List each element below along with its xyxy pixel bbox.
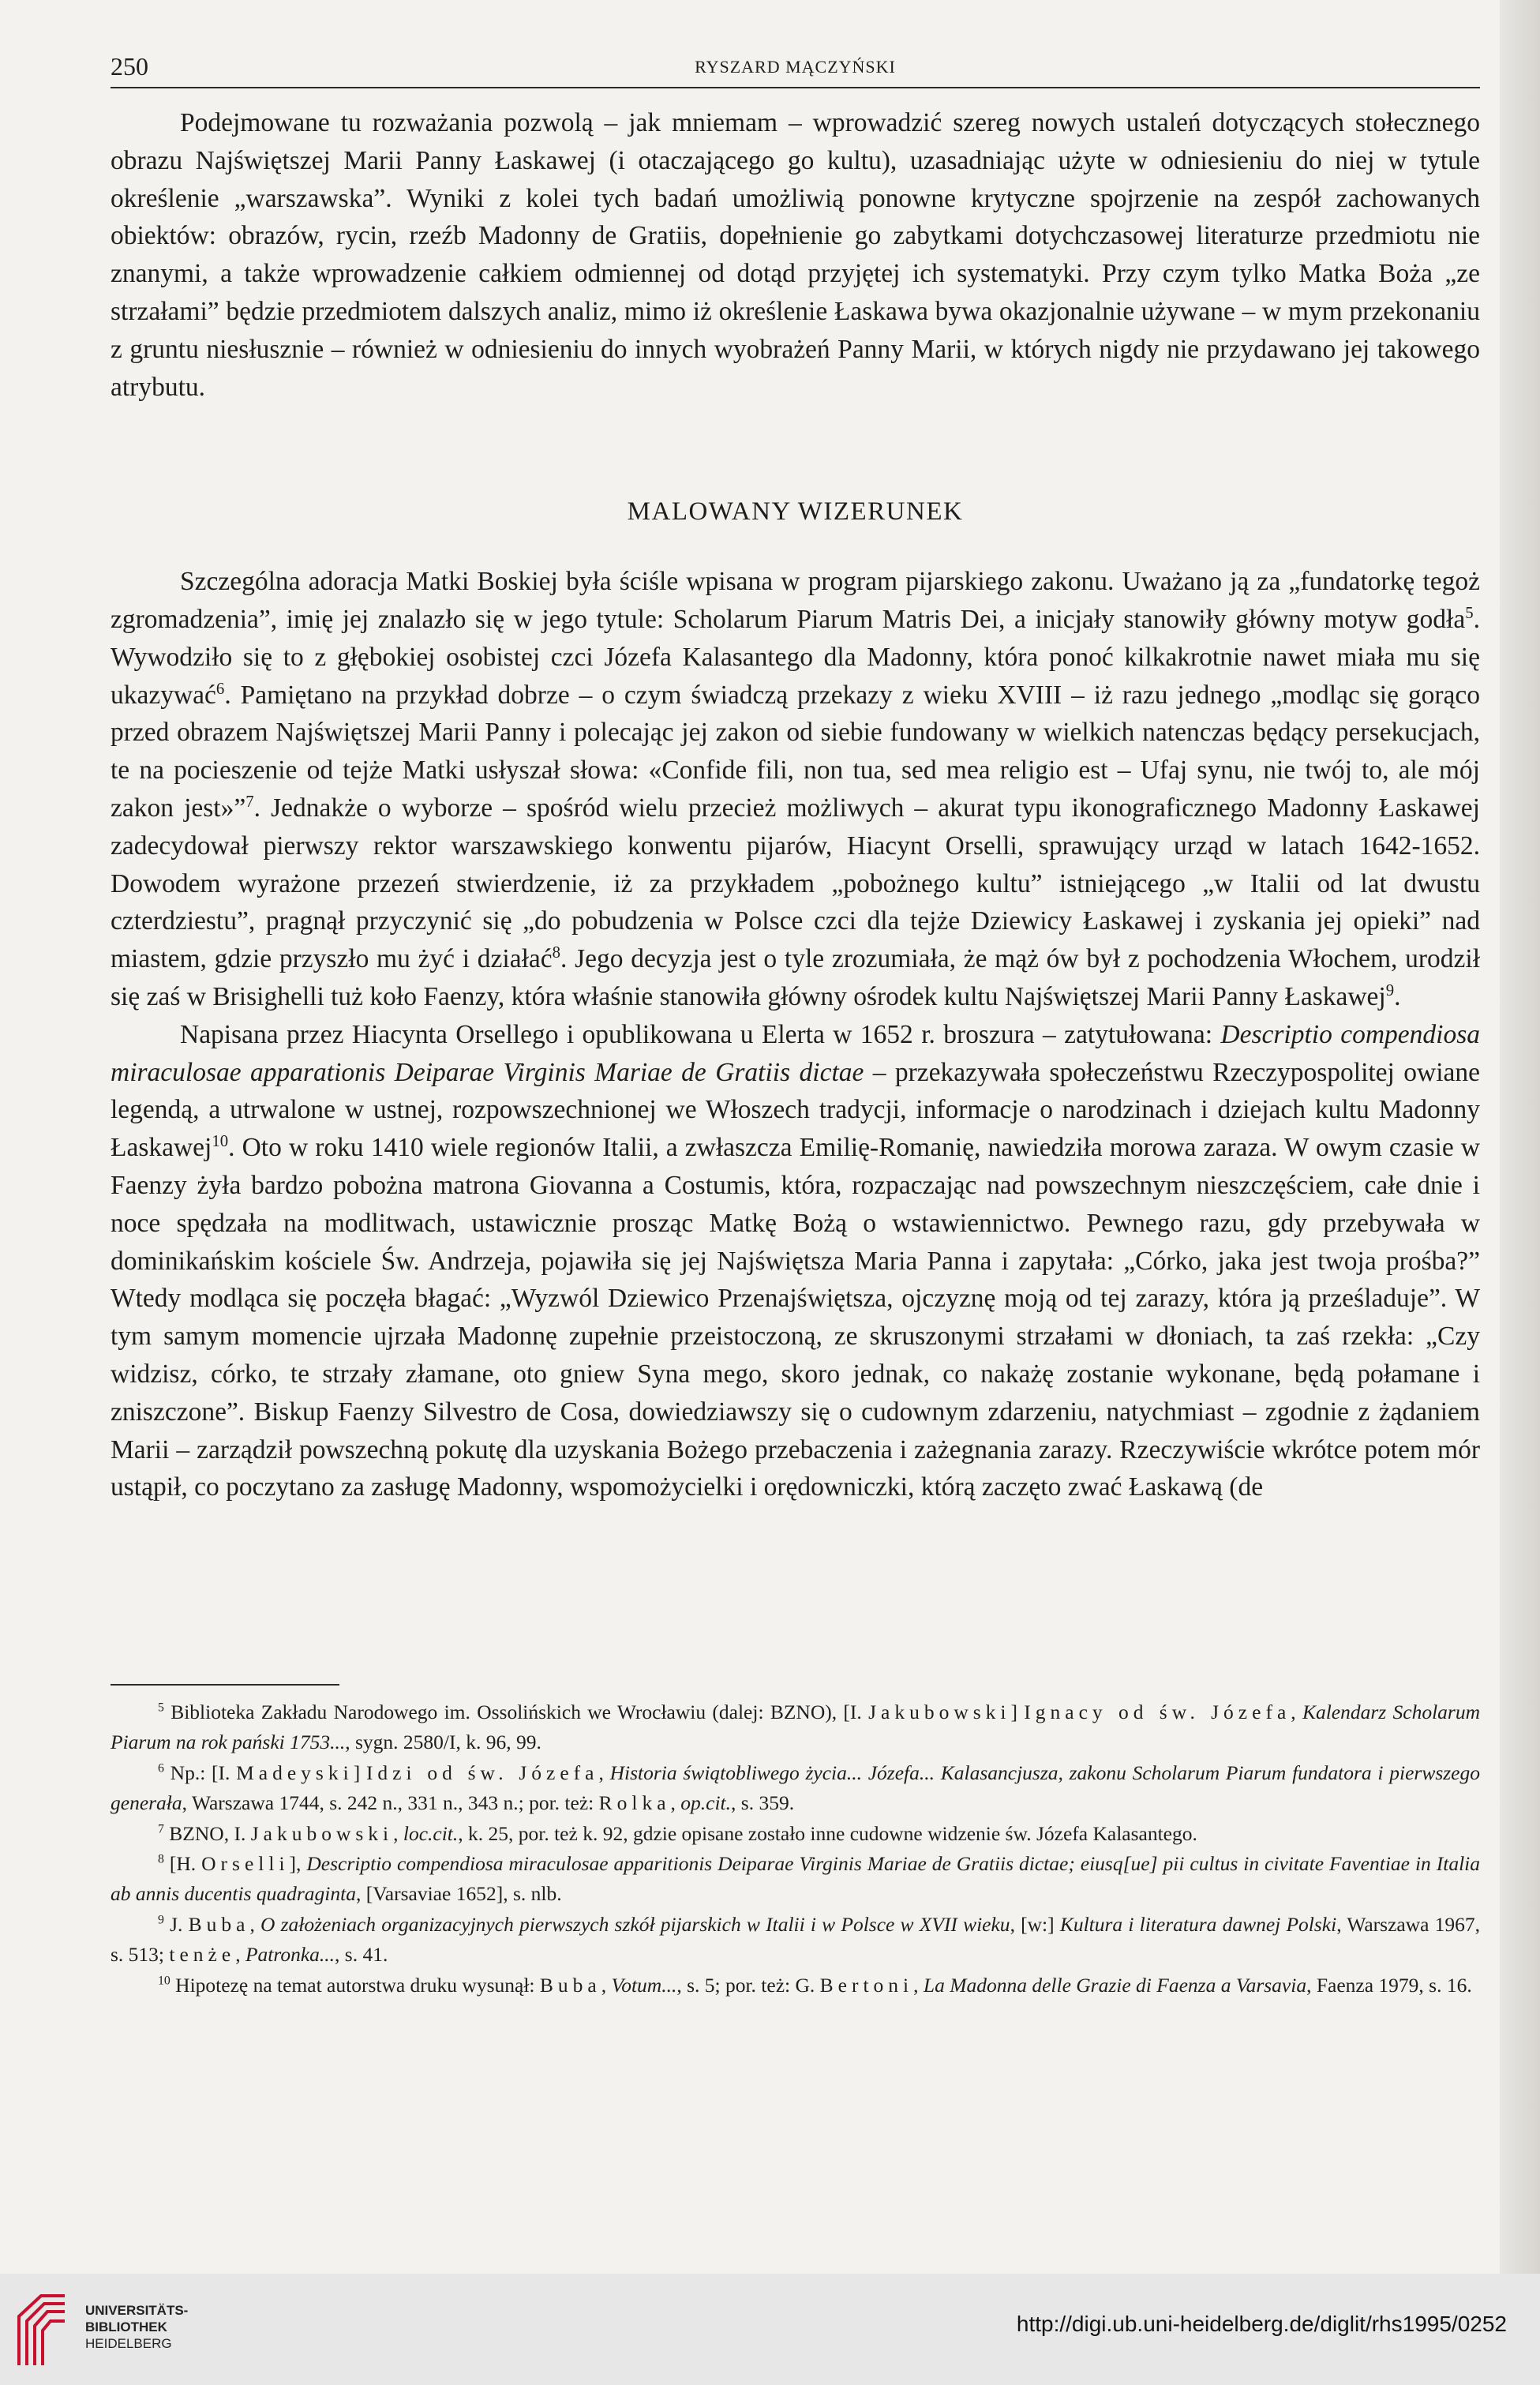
- page-number: 250: [111, 52, 148, 81]
- permalink-url[interactable]: http://digi.ub.uni-heidelberg.de/diglit/rhs1995/0252: [1016, 2312, 1507, 2336]
- running-head: RYSZARD MĄCZYŃSKI: [695, 57, 896, 77]
- page-edge-shadow: [1500, 0, 1540, 2274]
- footnote-10: $^{10}$ Hipotezę na temat autorstwa druku wysunął: Buba, Votum..., s. 5; por. też: G. Bertoni, La Madonna delle Grazie di Faenza a Varsavia, Faenza 1979, s. 16.: [158, 1973, 1472, 1997]
- footnote-5: $^5$ Biblioteka Zakładu Narodowego im. Ossolińskich we Wrocławiu (dalej: BZNO), [I. Jakubowski] Ignacy od św. Józefa, Kalendarz Scholarum Piarum na rok pański 1753..., sygn. 2580/I, k. 96, 99.: [111, 1701, 1481, 1754]
- footnote-7: $^7$ BZNO, I. Jakubowski, loc.cit., k. 25, por. też k. 92, gdzie opisane zostało inne cudowne widzenie św. Józefa Kalasantego.: [158, 1821, 1197, 1845]
- paragraph-1: Szczególna adoracja Matki Boskiej była ściśle wpisana w program pijarskiego zakonu. Uważano ją za „fundatorkę tegoż zgromadzenia”, imię jej znalazło się w jego tytule: Scholarum Piarum Matris Dei, a inicjały stanowiły główny motyw godła$^5$. Wywodziło się to z głębokiej osobistej czci Józefa Kalasantego dla Madonny, która ponoć kilkakrotnie nawet miała mu się ukazywać$^6$. Pamiętano na przykład dobrze – o czym świadczą przekazy z wieku XVIII – iż razu jednego „modląc się gorąco przed obrazem Najświętszej Marii Panny i polecając jej zakon od siebie fundowany w wielkich natenczas będący persekucjach, te na pocieszenie od tejże Matki usłyszał słowa: «Confide fili, non tua, sed mea religio est – Ufaj synu, nie twój to, ale mój zakon jest»”$^7$. Jednakże o wyborze – spośród wielu przecież możliwych – akurat typu ikonograficznego Madonny Łaskawej zadecydował pierwszy rektor warszawskiego konwentu pijarów, Hiacynt Orselli, sprawujący urząd w latach 1642-1652. Dowodem wyrażone przezeń stwierdzenie, iż za przykładem „pobożnego kultu” istniejącego „w Italii od lat dwustu czterdziestu”, pragnął przyczynić się „do pobudzenia w Polsce czci dla tejże Dziewicy Łaskawej i zyskania jej opieki” nad miastem, gdzie przyszło mu żyć i działać$^8$. Jego decyzja jest o tyle zrozumiała, że mąż ów był z pochodzenia Włochem, urodził się zaś w Brisighelli tuż koło Faenzy, która właśnie stanowiła główny ośrodek kultu Najświętszej Marii Panny Łaskawej$^9$.: [111, 567, 1481, 1011]
- library-name: UNIVERSITÄTS- BIBLIOTHEK HEIDELBERG: [85, 2303, 189, 2351]
- footnote-9: $^9$ J. Buba, O założeniach organizacyjnych pierwszych szkół pijarskich w Italii i w Polsce w XVII wieku, [w:] Kultura i literatura dawnej Polski, Warszawa 1967, s. 513; tenże, Patronka..., s. 41.: [111, 1912, 1481, 1967]
- page-header: [111, 52, 1480, 88]
- paragraph-2: Napisana przez Hiacynta Orsellego i opublikowana u Elerta w 1652 r. broszura – zatytułowana: Descriptio compendiosa miraculosae apparationis Deiparae Virginis Mariae de Gratiis dictae – przekazywała społeczeństwu Rzeczypospolitej owiane legendą, a utrwalone w ustnej, rozpowszechnionej we Włoszech tradycji, informacje o narodzinach i dziejach kultu Madonny Łaskawej$^{10}$. Oto w roku 1410 wiele regionów Italii, a zwłaszcza Emilię-Romanię, nawiedziła morowa zaraza. W owym czasie w Faenzy żyła bardzo pobożna matrona Giovanna a Costumis, która, rozpaczając nad powszechnym nieszczęściem, całe dnie i noce spędzała na modlitwach, ustawicznie prosząc Matkę Bożą o wstawiennictwo. Pewnego razu, gdy przebywała w dominikańskim kościele Św. Andrzeja, pojawiła się jej Najświętsza Maria Panna i zapytała: „Córko, jaka jest twoja prośba?” Wtedy modląca się poczęła błagać: „Wyzwól Dziewico Przenajświętsza, ojczyznę moją od tej zarazy, która ją prześladuje”. W tym samym momencie ujrzała Madonnę zupełnie przeistoczoną, ze skruszonymi strzałami w dłoniach, ta zaś rzekła: „Czy widzisz, córko, te strzały złamane, oto gniew Syna mego, skoro jednak, co nakażę zostanie wykonane, będą połamane i zniszczone”. Biskup Faenzy Silvestro de Cosa, dowiedziawszy się o cudownym zdarzeniu, natychmiast – zgodnie z żądaniem Marii – zarządził powszechną pokutę dla uzyskania Bożego przebaczenia i zażegnania zarazy. Rzeczywiście wkrótce potem mór ustąpił, co poczytano za zasługę Madonny, wspomożycielki i orędowniczki, którą zaczęto zwać Łaskawą (de: [111, 1019, 1480, 1502]
- footnote-ref-10: 10: [212, 1131, 229, 1150]
- book-title: Descriptio compendiosa miraculosae apparationis Deiparae Virginis Mariae de Gratiis dictae: [111, 1019, 1480, 1087]
- intro-paragraph: Podejmowane tu rozważania pozwolą – jak mniemam – wprowadzić szereg nowych ustaleń dotyczących stołecznego obrazu Najświętszej Marii Panny Łaskawej (i otaczającego go kultu), uzasadniając użyte w odniesieniu do niej w tytule określenie „warszawska”. Wyniki z kolei tych badań umożliwią ponowne krytyczne spojrzenie na zespół zachowanych obiektów: obrazów, rycin, rzeźb Madonny de Gratiis, dopełnienie go zabytkami dotychczasowej literaturze przedmiotu nie znanymi, a także wprowadzenie całkiem odmiennej od dotąd przyjętej ich systematyki. Przy czym tylko Matka Boża „ze strzałami” będzie przedmiotem dalszych analiz, mimo iż określenie Łaskawa bywa okazjonalnie używane – w mym przekonaniu z gruntu niesłusznie – również w odniesieniu do innych wyobrażeń Panny Marii, w których nigdy nie przydawano jej takowego atrybutu.: [111, 108, 1480, 402]
- footnote-ref-6: 6: [215, 679, 225, 698]
- footnote-separator: [111, 1684, 339, 1686]
- footnote-6: $^6$ Np.: [I. Madeyski] Idzi od św. Józefa, Historia świątobliwego życia... Józefa... Kalasancjusza, zakonu Scholarum Piarum fundatora i pierwszego generała, Warszawa 1744, s. 242 n., 331 n., 343 n.; por. też: Rolka, op.cit., s. 359.: [111, 1761, 1481, 1815]
- viewer-footer: [0, 2274, 1540, 2385]
- footnote-ref-9: 9: [1385, 981, 1395, 999]
- footnote-ref-8: 8: [552, 943, 561, 962]
- footnote-8: $^8$ [H. Orselli], Descriptio compendiosa miraculosae apparitionis Deiparae Virginis Mariae de Gratiis dictae; eiusq[ue] pii cultus in civitate Faventiae in Italia ab annis ducentis quadraginta, [Varsaviae 1652], s. nlb.: [111, 1852, 1480, 1906]
- section-title: MALOWANY WIZERUNEK: [627, 497, 964, 527]
- university-library-logo-icon[interactable]: [14, 2289, 69, 2368]
- footnote-ref-5: 5: [1465, 603, 1474, 622]
- main-text: [111, 104, 1480, 1506]
- footnotes: [111, 1697, 1480, 2001]
- footnote-ref-7: 7: [245, 792, 254, 811]
